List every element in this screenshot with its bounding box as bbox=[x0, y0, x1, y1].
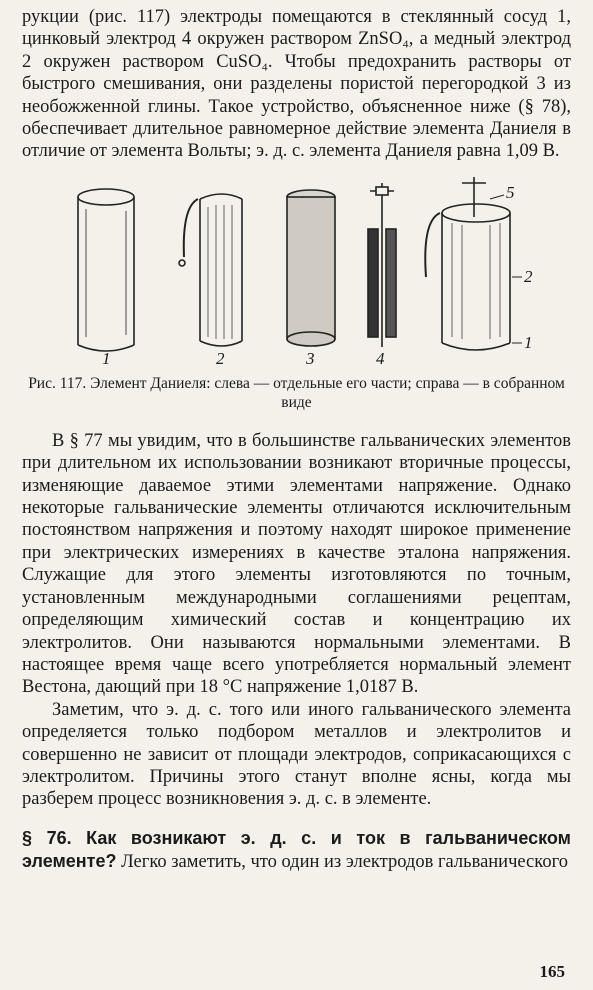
page-number: 165 bbox=[539, 962, 565, 981]
section-76 bbox=[22, 827, 571, 874]
porous-partition-drawing bbox=[287, 190, 335, 346]
section-text: Легко заметить, что один из электродов гальванического bbox=[121, 852, 568, 873]
figure-label-2: 2 bbox=[216, 348, 225, 368]
copper-electrode-drawing bbox=[179, 194, 242, 346]
daniell-cell-illustration bbox=[22, 177, 571, 372]
top-paragraph: рукции (рис. 117) электроды помещаются в стеклянный сосуд 1, цинковый электрод 4 окружен раствором ZnSO₄, а медный электрод 2 окружен раствором CuSO₄. Чтобы предохранить растворы от быстрого смешивания, они разделены пористой перегородкой 3 из необожженной глины. Такое устройство, объясненное ниже (§ 78), обеспечивает длительное равномерное действие элемента Даниеля в отличие от элемента Вольты; э. д. с. элемента Даниеля равна 1,09 В. bbox=[22, 7, 571, 162]
figure-label-2-assembled: 2 bbox=[524, 266, 533, 286]
figure-label-3: 3 bbox=[306, 348, 315, 368]
figure-label-4: 4 bbox=[376, 348, 385, 368]
paragraph-normal-elements: В § 77 мы увидим, что в большинстве гальванических элементов при длительном их использовании возникают вторичные процессы, изменяющие даваемое этими элементами напряжение. Однако некоторые гальванические элементы отличаются исключительным постоянством напряжения и поэтому находят широкое применение при электрических измерениях в качестве эталона напряжения. Служащие для этого элементы изготовляются по точным, установленным международными соглашениями рецептам, определяющим химический состав и концентрацию их электролитов. Они называются нормальными элементами. В настоящее время чаще всего употребляется нормальный элемент Вестона, дающий при 18 °C напряжение 1,0187 В. bbox=[22, 430, 571, 698]
section-title: § 76. Как возникают э. д. с. и ток в гальваническом элементе? bbox=[22, 827, 571, 872]
figure-label-5: 5 bbox=[506, 182, 515, 202]
zinc-electrode-drawing bbox=[368, 183, 396, 347]
paragraph-emf: Заметим, что э. д. с. того или иного гальванического элемента определяется только подбором металлов и электролитов и совершенно не зависит от площади электродов, соприкасающихся с электролитом. Причины этого станут вполне ясны, когда мы разберем процесс возникновения э. д. с. в элементе. bbox=[22, 699, 571, 810]
figure-label-1-assembled: 1 bbox=[524, 332, 533, 352]
figure-label-1: 1 bbox=[102, 348, 111, 368]
figure-caption: Рис. 117. Элемент Даниеля: слева — отдельные его части; справа — в собранном виде bbox=[28, 374, 565, 411]
figure-daniell-cell bbox=[22, 177, 571, 372]
section-paragraph bbox=[22, 827, 571, 874]
glass-vessel-drawing bbox=[78, 189, 134, 351]
